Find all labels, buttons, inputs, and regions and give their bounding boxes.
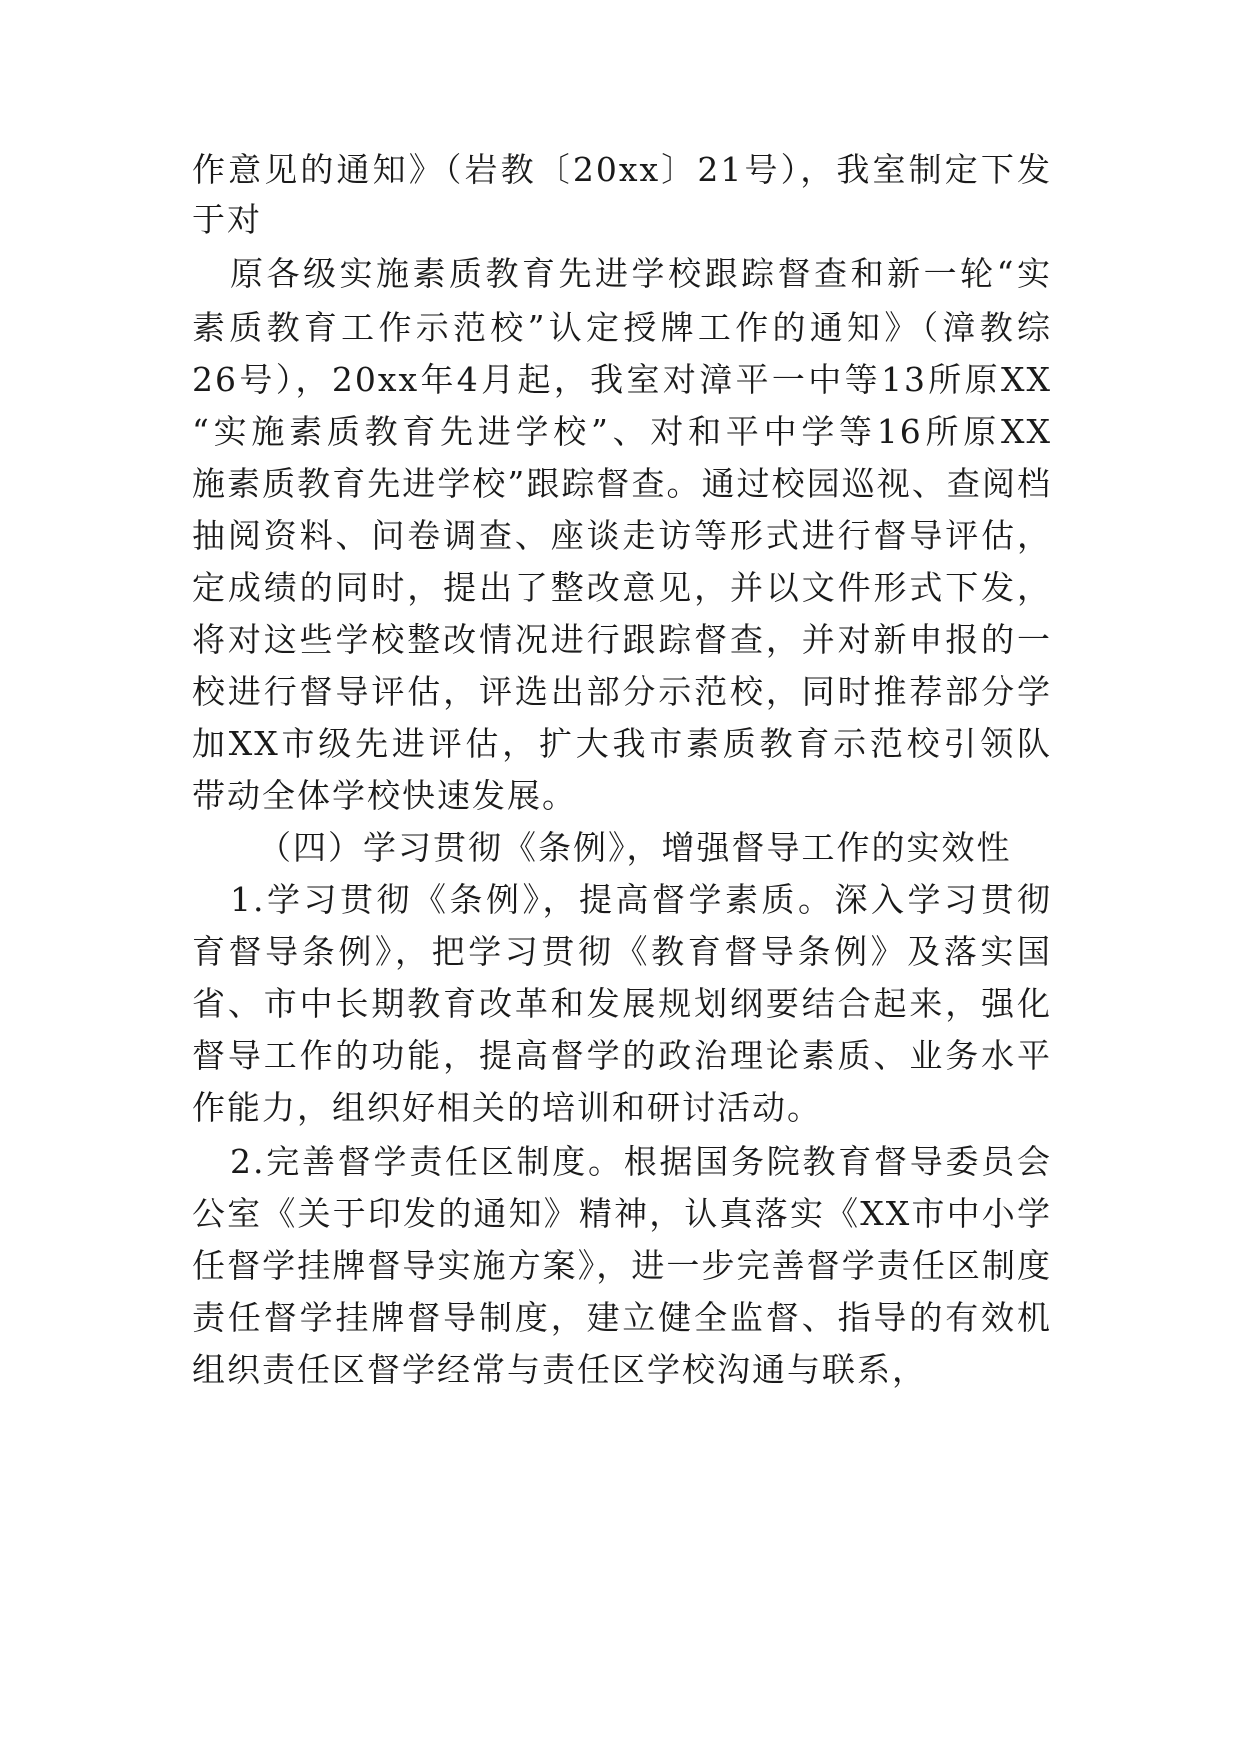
text-line: 作能力，组织好相关的培训和研讨活动。 (192, 1088, 822, 1127)
text-line: 作意见的通知》（岩教〔20xx〕21号），我室制定下发 (192, 150, 1052, 189)
text-line: 带动全体学校快速发展。 (192, 776, 577, 815)
section-heading: （四）学习贯彻《条例》，增强督导工作的实效性 (258, 828, 1012, 867)
text-line: 育督导条例》，把学习贯彻《教育督导条例》及落实国 (192, 932, 1052, 971)
text-line: 组织责任区督学经常与责任区学校沟通与联系， (192, 1350, 927, 1389)
paragraph-first-line: 2.完善督学责任区制度。根据国务院教育督导委员会 (230, 1142, 1052, 1181)
text-line: 省、市中长期教育改革和发展规划纲要结合起来，强化 (192, 984, 1052, 1023)
text-line: 定成绩的同时，提出了整改意见，并以文件形式下发， (192, 568, 1052, 607)
text-line: 加XX市级先进评估，扩大我市素质教育示范校引领队 (192, 724, 1052, 763)
paragraph-first-line: 原各级实施素质教育先进学校跟踪督查和新一轮“实 (230, 254, 1052, 293)
paragraph-first-line: 1.学习贯彻《条例》，提高督学素质。深入学习贯彻 (230, 880, 1052, 919)
text-line: 抽阅资料、问卷调查、座谈走访等形式进行督导评估， (192, 516, 1052, 555)
text-line: 校进行督导评估，评选出部分示范校，同时推荐部分学 (192, 672, 1052, 711)
text-line: 素质教育工作示范校”认定授牌工作的通知》（漳教综 (192, 308, 1052, 347)
text-line: 26号），20xx年4月起，我室对漳平一中等13所原XX (192, 360, 1052, 399)
text-line: 公室《关于印发的通知》精神，认真落实《XX市中小学 (192, 1194, 1052, 1233)
text-line: 于对 (192, 200, 262, 239)
text-line: 任督学挂牌督导实施方案》，进一步完善督学责任区制度 (192, 1246, 1052, 1285)
text-line: 督导工作的功能，提高督学的政治理论素质、业务水平 (192, 1036, 1052, 1075)
text-line: 施素质教育先进学校”跟踪督查。通过校园巡视、查阅档 (192, 464, 1052, 503)
text-line: 责任督学挂牌督导制度，建立健全监督、指导的有效机 (192, 1298, 1052, 1337)
text-line: 将对这些学校整改情况进行跟踪督查，并对新申报的一 (192, 620, 1052, 659)
text-line: “实施素质教育先进学校”、对和平中学等16所原XX (192, 412, 1052, 451)
